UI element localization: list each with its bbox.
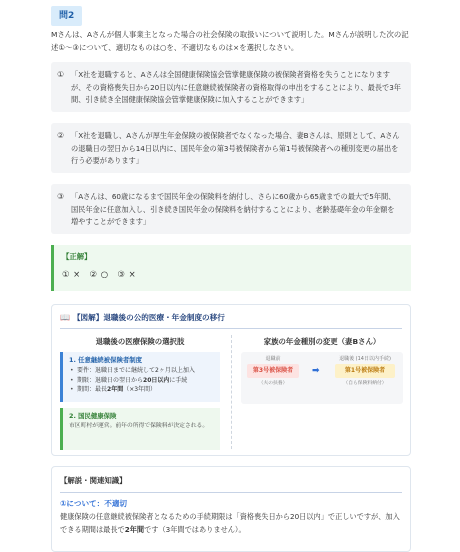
knowledge-subtitle: ①について：不適切 (60, 498, 128, 508)
status-before-badge: 第3号被保険者 (247, 364, 299, 378)
knowledge-title: 【解説・関連知識】 (60, 476, 127, 485)
option-3[interactable] (51, 184, 411, 234)
option-text: 「X社を退職すると、Aさんは全国健康保険協会管掌健康保険の被保険者資格を失うことになりますが、その資格喪失日から20日以内に任意継続被保険者の資格取得の申出をすることにより、最長で3年間、引き続き全国健康保険協会管掌健康保険に加入することができます」 (71, 70, 401, 105)
status-after-badge: 第1号被保険者 (335, 364, 395, 378)
book-icon: 📖 (60, 313, 70, 322)
arrow-right-icon: ➡ (312, 366, 320, 376)
option-text: 「Aさんは、60歳になるまで国民年金の保険料を納付し、さらに60歳から65歳までの最大で5年間、国民年金に任意加入し、引き続き国民年金の保険料を納付することにより、老齢基礎年金の年金額を増やすことができます」 (71, 192, 396, 227)
flow-before-label: 退職前 (265, 356, 281, 362)
flow-after-label: 退職後 (14日以内手続) (339, 356, 391, 362)
list-item: • 要件：退職日までに継続して2ヶ月以上加入 (69, 366, 214, 375)
knowledge-panel (51, 466, 411, 552)
answer-box (51, 245, 411, 291)
option-continuation-box (60, 352, 220, 402)
figure-column-divider (231, 335, 232, 449)
list-item: • 期間：最長2年間（×3年間） (69, 385, 214, 394)
figure-title (60, 312, 225, 325)
flow-after-sub: （自ら保険料納付） (343, 381, 387, 386)
question-intro: Mさんは、Aさんが個人事業主となった場合の社会保険の取扱いについて説明した。Mさんが説明した次の記述①～③について、適切なものは○を、不適切なものは×を選択しなさい。 (51, 30, 409, 52)
option-text: 「X社を退職し、Aさんが厚生年金保険の被保険者でなくなった場合、妻Bさんは、原則として、Aさんの退職日の翌日から14日以内に、国民年金の第3号被保険者から第1号被保険者への種別変更の届出を行う必要があります」 (71, 131, 400, 166)
list-item: • 期限：退職日の翌日から20日以内に手続 (69, 376, 214, 385)
option-national-box (60, 408, 220, 450)
right-column-title: 家族の年金種別の変更（妻Bさん） (263, 337, 381, 346)
answer-title: 【正解】 (62, 252, 92, 261)
left-column-title: 退職後の医療保険の選択肢 (95, 337, 185, 346)
answer-body: ① × ② ○ ③ × (62, 268, 137, 279)
knowledge-text: 健康保険の任意継続被保険者となるための手続期限は「資格喪失日から20日以内」で正しいですが、加入できる期間は最長で2年間です（3年間ではありません）。 (60, 511, 400, 534)
option-continuation-list (69, 366, 214, 394)
option-national-text: 市区町村が運営。前年の所得で保険料が決定される。 (69, 423, 209, 430)
option-1[interactable] (51, 62, 411, 112)
option-number: ① (57, 70, 65, 79)
question-tag: 問2 (51, 6, 82, 26)
figure-title-text: 【図解】退職後の公的医療・年金制度の移行 (72, 313, 225, 323)
option-2[interactable] (51, 123, 411, 173)
figure-divider (60, 328, 402, 329)
flow-before-sub: （夫の扶養） (258, 381, 288, 386)
figure-panel (51, 304, 411, 456)
option-continuation-title: 1. 任意継続被保険者制度 (69, 356, 143, 364)
option-number: ② (57, 131, 65, 140)
option-national-title: 2. 国民健康保険 (69, 412, 117, 420)
option-number: ③ (57, 192, 65, 201)
knowledge-divider (60, 492, 402, 493)
pension-flow (241, 352, 403, 404)
